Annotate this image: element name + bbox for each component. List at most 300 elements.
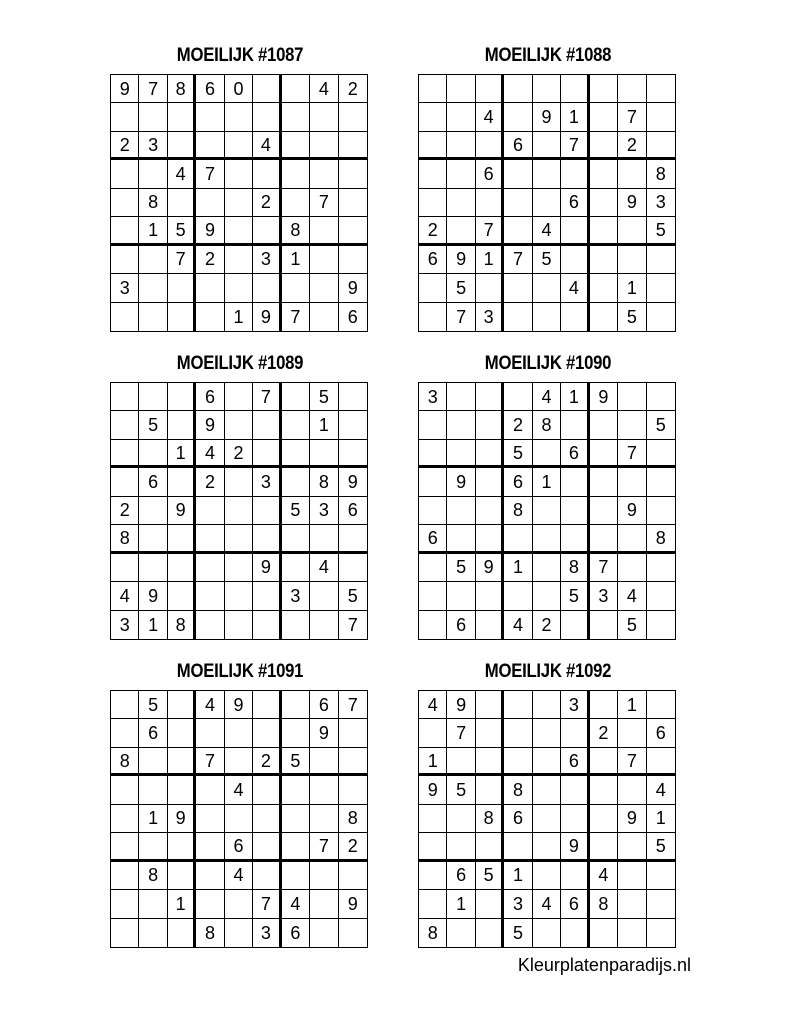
sudoku-cell	[253, 303, 281, 331]
sudoku-cell	[225, 274, 253, 302]
sudoku-cell	[419, 274, 447, 302]
sudoku-cell	[533, 246, 561, 274]
sudoku-cell	[168, 217, 196, 245]
sudoku-cell	[419, 497, 447, 525]
sudoku-cell	[339, 303, 367, 331]
sudoku-cell	[447, 75, 475, 103]
sudoku-cell	[168, 132, 196, 160]
sudoku-cell	[225, 582, 253, 610]
clue-digit: 8	[318, 472, 329, 493]
clue-digit: 9	[175, 808, 186, 829]
sudoku-cell	[590, 217, 618, 245]
puzzle-title: MOEILIJK #1090	[484, 353, 612, 374]
clue-digit: 9	[598, 386, 609, 407]
clue-digit: 5	[175, 219, 186, 240]
sudoku-cell	[196, 582, 224, 610]
sudoku-cell	[618, 582, 646, 610]
sudoku-cell	[339, 805, 367, 833]
clue-digit: 2	[347, 78, 358, 99]
sudoku-cell	[310, 103, 338, 131]
sudoku-cell	[447, 748, 475, 776]
sudoku-cell	[533, 217, 561, 245]
sudoku-cell	[225, 132, 253, 160]
sudoku-cell	[533, 862, 561, 890]
sudoku-cell	[225, 246, 253, 274]
clue-digit: 3	[568, 694, 579, 715]
sudoku-cell	[310, 440, 338, 468]
clue-digit: 6	[568, 442, 579, 463]
sudoku-cell	[419, 691, 447, 719]
clue-digit: 9	[626, 500, 637, 521]
clue-digit: 7	[347, 614, 358, 635]
clue-digit: 1	[175, 893, 186, 914]
clue-digit: 7	[626, 750, 637, 771]
sudoku-cell	[476, 525, 504, 553]
sudoku-cell	[310, 497, 338, 525]
sudoku-cell	[533, 383, 561, 411]
sudoku-cell	[253, 691, 281, 719]
sudoku-cell	[590, 246, 618, 274]
sudoku-cell	[339, 440, 367, 468]
sudoku-cell	[561, 691, 589, 719]
sudoku-cell	[339, 525, 367, 553]
sudoku-cell	[618, 274, 646, 302]
sudoku-cell	[447, 611, 475, 639]
sudoku-cell	[618, 246, 646, 274]
sudoku-cell	[139, 611, 167, 639]
clue-digit: 9	[260, 306, 271, 327]
sudoku-cell	[310, 411, 338, 439]
clue-digit: 6	[513, 134, 524, 155]
sudoku-cell	[647, 468, 675, 496]
sudoku-cell	[196, 189, 224, 217]
sudoku-cell	[253, 497, 281, 525]
site-credit: Kleurplatenparadijs.nl	[517, 955, 691, 975]
clue-digit: 0	[233, 78, 244, 99]
sudoku-cell	[590, 554, 618, 582]
sudoku-cell	[504, 862, 532, 890]
sudoku-cell	[647, 274, 675, 302]
sudoku-cell	[533, 303, 561, 331]
sudoku-cell	[339, 383, 367, 411]
clue-digit: 5	[148, 694, 159, 715]
sudoku-cell	[447, 554, 475, 582]
sudoku-cell	[225, 525, 253, 553]
sudoku-cell	[196, 217, 224, 245]
clue-digit: 3	[260, 249, 271, 270]
sudoku-cell	[561, 919, 589, 947]
clue-digit: 3	[119, 277, 130, 298]
sudoku-cell	[253, 246, 281, 274]
sudoku-cell	[504, 468, 532, 496]
clue-digit: 5	[290, 750, 301, 771]
sudoku-cell	[253, 554, 281, 582]
sudoku-cell	[196, 246, 224, 274]
sudoku-cell	[618, 75, 646, 103]
sudoku-cell	[139, 383, 167, 411]
clue-digit: 1	[513, 557, 524, 578]
puzzle-title: MOEILIJK #1091	[176, 661, 304, 682]
sudoku-cell	[310, 805, 338, 833]
sudoku-cell	[476, 691, 504, 719]
clue-digit: 8	[347, 808, 358, 829]
sudoku-cell	[419, 554, 447, 582]
sudoku-cell	[339, 611, 367, 639]
sudoku-cell	[253, 160, 281, 188]
sudoku-cell	[253, 862, 281, 890]
sudoku-cell	[647, 303, 675, 331]
sudoku-cell	[476, 862, 504, 890]
sudoku-cell	[419, 525, 447, 553]
sudoku-cell	[139, 274, 167, 302]
sudoku-cell	[111, 160, 139, 188]
sudoku-cell	[310, 719, 338, 747]
sudoku-cell	[561, 497, 589, 525]
clue-digit: 4	[290, 893, 301, 914]
sudoku-cell	[476, 383, 504, 411]
sudoku-cell	[447, 217, 475, 245]
sudoku-cell	[111, 189, 139, 217]
sudoku-cell	[476, 554, 504, 582]
puzzle-title: MOEILIJK #1087	[176, 45, 304, 66]
clue-digit: 6	[347, 500, 358, 521]
sudoku-cell	[196, 411, 224, 439]
clue-digit: 7	[347, 694, 358, 715]
sudoku-cell	[111, 776, 139, 804]
sudoku-cell	[253, 890, 281, 918]
sudoku-cell	[310, 160, 338, 188]
clue-digit: 4	[427, 694, 438, 715]
sudoku-cell	[339, 497, 367, 525]
sudoku-cell	[225, 75, 253, 103]
clue-digit: 7	[598, 557, 609, 578]
sudoku-cell	[647, 890, 675, 918]
clue-digit: 2	[205, 249, 216, 270]
clue-digit: 8	[513, 500, 524, 521]
sudoku-cell	[533, 103, 561, 131]
clue-digit: 8	[568, 557, 579, 578]
sudoku-cell	[504, 919, 532, 947]
sudoku-cell	[253, 383, 281, 411]
sudoku-cell	[590, 862, 618, 890]
sudoku-cell	[282, 132, 310, 160]
sudoku-cell	[225, 748, 253, 776]
sudoku-cell	[196, 497, 224, 525]
sudoku-cell	[111, 274, 139, 302]
clue-digit: 3	[598, 585, 609, 606]
sudoku-cell	[339, 862, 367, 890]
sudoku-cell	[618, 719, 646, 747]
clue-digit: 1	[626, 277, 637, 298]
sudoku-cell	[168, 890, 196, 918]
sudoku-cell	[618, 497, 646, 525]
sudoku-cell	[419, 217, 447, 245]
sudoku-cell	[339, 160, 367, 188]
sudoku-cell	[310, 303, 338, 331]
clue-digit: 8	[290, 219, 301, 240]
sudoku-cell	[168, 103, 196, 131]
sudoku-cell	[504, 274, 532, 302]
clue-digit: 4	[318, 557, 329, 578]
clue-digit: 6	[427, 527, 438, 548]
sudoku-cell	[225, 303, 253, 331]
clue-digit: 3	[427, 386, 438, 407]
sudoku-cell	[168, 440, 196, 468]
sudoku-cell	[196, 383, 224, 411]
sudoku-cell	[168, 303, 196, 331]
sudoku-cell	[647, 217, 675, 245]
sudoku-cell	[618, 805, 646, 833]
sudoku-cell	[647, 440, 675, 468]
sudoku-cell	[504, 611, 532, 639]
sudoku-cell	[618, 862, 646, 890]
clue-digit: 9	[175, 500, 186, 521]
sudoku-cell	[282, 497, 310, 525]
sudoku-cell	[533, 776, 561, 804]
clue-digit: 1	[148, 808, 159, 829]
sudoku-cell	[111, 440, 139, 468]
sudoku-cell	[504, 303, 532, 331]
sudoku-cell	[282, 719, 310, 747]
sudoku-cell	[282, 890, 310, 918]
sudoku-cell	[447, 468, 475, 496]
clue-digit: 9	[541, 107, 552, 128]
sudoku-cell	[590, 833, 618, 861]
sudoku-grid	[418, 690, 676, 948]
clue-digit: 2	[513, 415, 524, 436]
sudoku-cell	[111, 383, 139, 411]
sudoku-cell	[447, 691, 475, 719]
sudoku-cell	[139, 103, 167, 131]
sudoku-cell	[504, 132, 532, 160]
sudoku-cell	[590, 497, 618, 525]
sudoku-cell	[647, 525, 675, 553]
sudoku-cell	[647, 103, 675, 131]
clue-digit: 4	[655, 780, 666, 801]
sudoku-cell	[282, 805, 310, 833]
sudoku-cell	[447, 440, 475, 468]
sudoku-cell	[253, 525, 281, 553]
sudoku-cell	[225, 411, 253, 439]
sudoku-cell	[139, 890, 167, 918]
sudoku-cell	[225, 890, 253, 918]
sudoku-cell	[647, 805, 675, 833]
sudoku-cell	[590, 274, 618, 302]
sudoku-cell	[196, 862, 224, 890]
clue-digit: 1	[290, 249, 301, 270]
clue-digit: 3	[148, 134, 159, 155]
sudoku-cell	[225, 160, 253, 188]
clue-digit: 8	[175, 614, 186, 635]
sudoku-cell	[282, 748, 310, 776]
clue-digit: 7	[626, 442, 637, 463]
sudoku-cell	[533, 440, 561, 468]
sudoku-cell	[225, 805, 253, 833]
sudoku-cell	[339, 468, 367, 496]
sudoku-cell	[618, 303, 646, 331]
sudoku-cell	[139, 303, 167, 331]
sudoku-cell	[139, 919, 167, 947]
sudoku-cell	[225, 103, 253, 131]
clue-digit: 7	[318, 835, 329, 856]
sudoku-cell	[618, 411, 646, 439]
clue-digit: 4	[568, 277, 579, 298]
sudoku-cell	[339, 719, 367, 747]
sudoku-cell	[225, 719, 253, 747]
sudoku-cell	[339, 833, 367, 861]
sudoku-cell	[419, 383, 447, 411]
clue-digit: 5	[483, 865, 494, 886]
sudoku-cell	[139, 748, 167, 776]
sudoku-cell	[111, 833, 139, 861]
sudoku-cell	[504, 833, 532, 861]
sudoku-cell	[282, 383, 310, 411]
sudoku-cell	[225, 691, 253, 719]
sudoku-cell	[476, 274, 504, 302]
sudoku-cell	[168, 525, 196, 553]
clue-digit: 9	[119, 78, 130, 99]
sudoku-cell	[504, 75, 532, 103]
sudoku-grid	[418, 382, 676, 640]
sudoku-cell	[419, 611, 447, 639]
sudoku-cell	[253, 274, 281, 302]
sudoku-cell	[561, 303, 589, 331]
sudoku-cell	[647, 833, 675, 861]
sudoku-cell	[196, 890, 224, 918]
clue-digit: 8	[513, 780, 524, 801]
sudoku-cell	[168, 554, 196, 582]
sudoku-cell	[282, 776, 310, 804]
sudoku-cell	[196, 274, 224, 302]
clue-digit: 6	[347, 306, 358, 327]
clue-digit: 2	[626, 134, 637, 155]
sudoku-cell	[533, 719, 561, 747]
sudoku-cell	[310, 611, 338, 639]
sudoku-cell	[447, 525, 475, 553]
sudoku-cell	[339, 274, 367, 302]
sudoku-cell	[339, 748, 367, 776]
sudoku-cell	[339, 890, 367, 918]
sudoku-cell	[647, 611, 675, 639]
sudoku-cell	[504, 411, 532, 439]
sudoku-cell	[168, 582, 196, 610]
sudoku-cell	[282, 411, 310, 439]
clue-digit: 9	[626, 808, 637, 829]
sudoku-cell	[561, 525, 589, 553]
clue-digit: 1	[233, 306, 244, 327]
puzzle-title: MOEILIJK #1089	[176, 353, 304, 374]
sudoku-cell	[476, 303, 504, 331]
sudoku-cell	[310, 582, 338, 610]
sudoku-cell	[282, 274, 310, 302]
sudoku-cell	[196, 468, 224, 496]
clue-digit: 6	[318, 694, 329, 715]
sudoku-cell	[282, 217, 310, 245]
sudoku-cell	[561, 862, 589, 890]
sudoku-cell	[310, 776, 338, 804]
sudoku-cell	[476, 132, 504, 160]
sudoku-cell	[282, 554, 310, 582]
clue-digit: 7	[483, 219, 494, 240]
sudoku-cell	[504, 776, 532, 804]
sudoku-cell	[282, 303, 310, 331]
clue-digit: 4	[175, 164, 186, 185]
clue-digit: 2	[119, 500, 130, 521]
sudoku-cell	[225, 554, 253, 582]
sudoku-cell	[504, 440, 532, 468]
sudoku-cell	[647, 189, 675, 217]
clue-digit: 2	[119, 134, 130, 155]
sudoku-cell	[590, 160, 618, 188]
clue-digit: 4	[205, 694, 216, 715]
sudoku-cell	[476, 805, 504, 833]
sudoku-cell	[533, 890, 561, 918]
sudoku-grid	[110, 74, 368, 332]
clue-digit: 8	[119, 527, 130, 548]
sudoku-cell	[561, 719, 589, 747]
clue-digit: 1	[655, 808, 666, 829]
sudoku-cell	[618, 468, 646, 496]
clue-digit: 4	[541, 386, 552, 407]
sudoku-cell	[310, 890, 338, 918]
sudoku-cell	[111, 862, 139, 890]
sudoku-cell	[561, 274, 589, 302]
clue-digit: 8	[427, 922, 438, 943]
clue-digit: 5	[568, 585, 579, 606]
sudoku-cell	[310, 833, 338, 861]
sudoku-cell	[618, 776, 646, 804]
clue-digit: 6	[456, 614, 467, 635]
clue-digit: 1	[427, 750, 438, 771]
sudoku-cell	[561, 890, 589, 918]
sudoku-cell	[647, 582, 675, 610]
clue-digit: 4	[205, 442, 216, 463]
sudoku-cell	[225, 383, 253, 411]
clue-digit: 1	[513, 865, 524, 886]
sudoku-cell	[168, 719, 196, 747]
sudoku-cell	[253, 132, 281, 160]
sudoku-cell	[590, 719, 618, 747]
sudoku-cell	[647, 383, 675, 411]
sudoku-cell	[282, 833, 310, 861]
sudoku-cell	[310, 189, 338, 217]
sudoku-cell	[419, 75, 447, 103]
sudoku-cell	[139, 160, 167, 188]
sudoku-cell	[168, 748, 196, 776]
clue-digit: 5	[655, 415, 666, 436]
sudoku-cell	[282, 582, 310, 610]
sudoku-cell	[561, 833, 589, 861]
sudoku-cell	[196, 776, 224, 804]
sudoku-cell	[196, 132, 224, 160]
sudoku-cell	[533, 919, 561, 947]
sudoku-cell	[476, 75, 504, 103]
clue-digit: 9	[347, 893, 358, 914]
sudoku-cell	[618, 189, 646, 217]
sudoku-cell	[476, 103, 504, 131]
clue-digit: 6	[148, 723, 159, 744]
sudoku-cell	[618, 611, 646, 639]
sudoku-cell	[561, 75, 589, 103]
clue-digit: 5	[626, 614, 637, 635]
clue-digit: 3	[290, 585, 301, 606]
sudoku-cell	[310, 75, 338, 103]
clue-digit: 8	[205, 922, 216, 943]
sudoku-cell	[168, 776, 196, 804]
sudoku-cell	[168, 468, 196, 496]
clue-digit: 4	[233, 780, 244, 801]
sudoku-cell	[339, 217, 367, 245]
